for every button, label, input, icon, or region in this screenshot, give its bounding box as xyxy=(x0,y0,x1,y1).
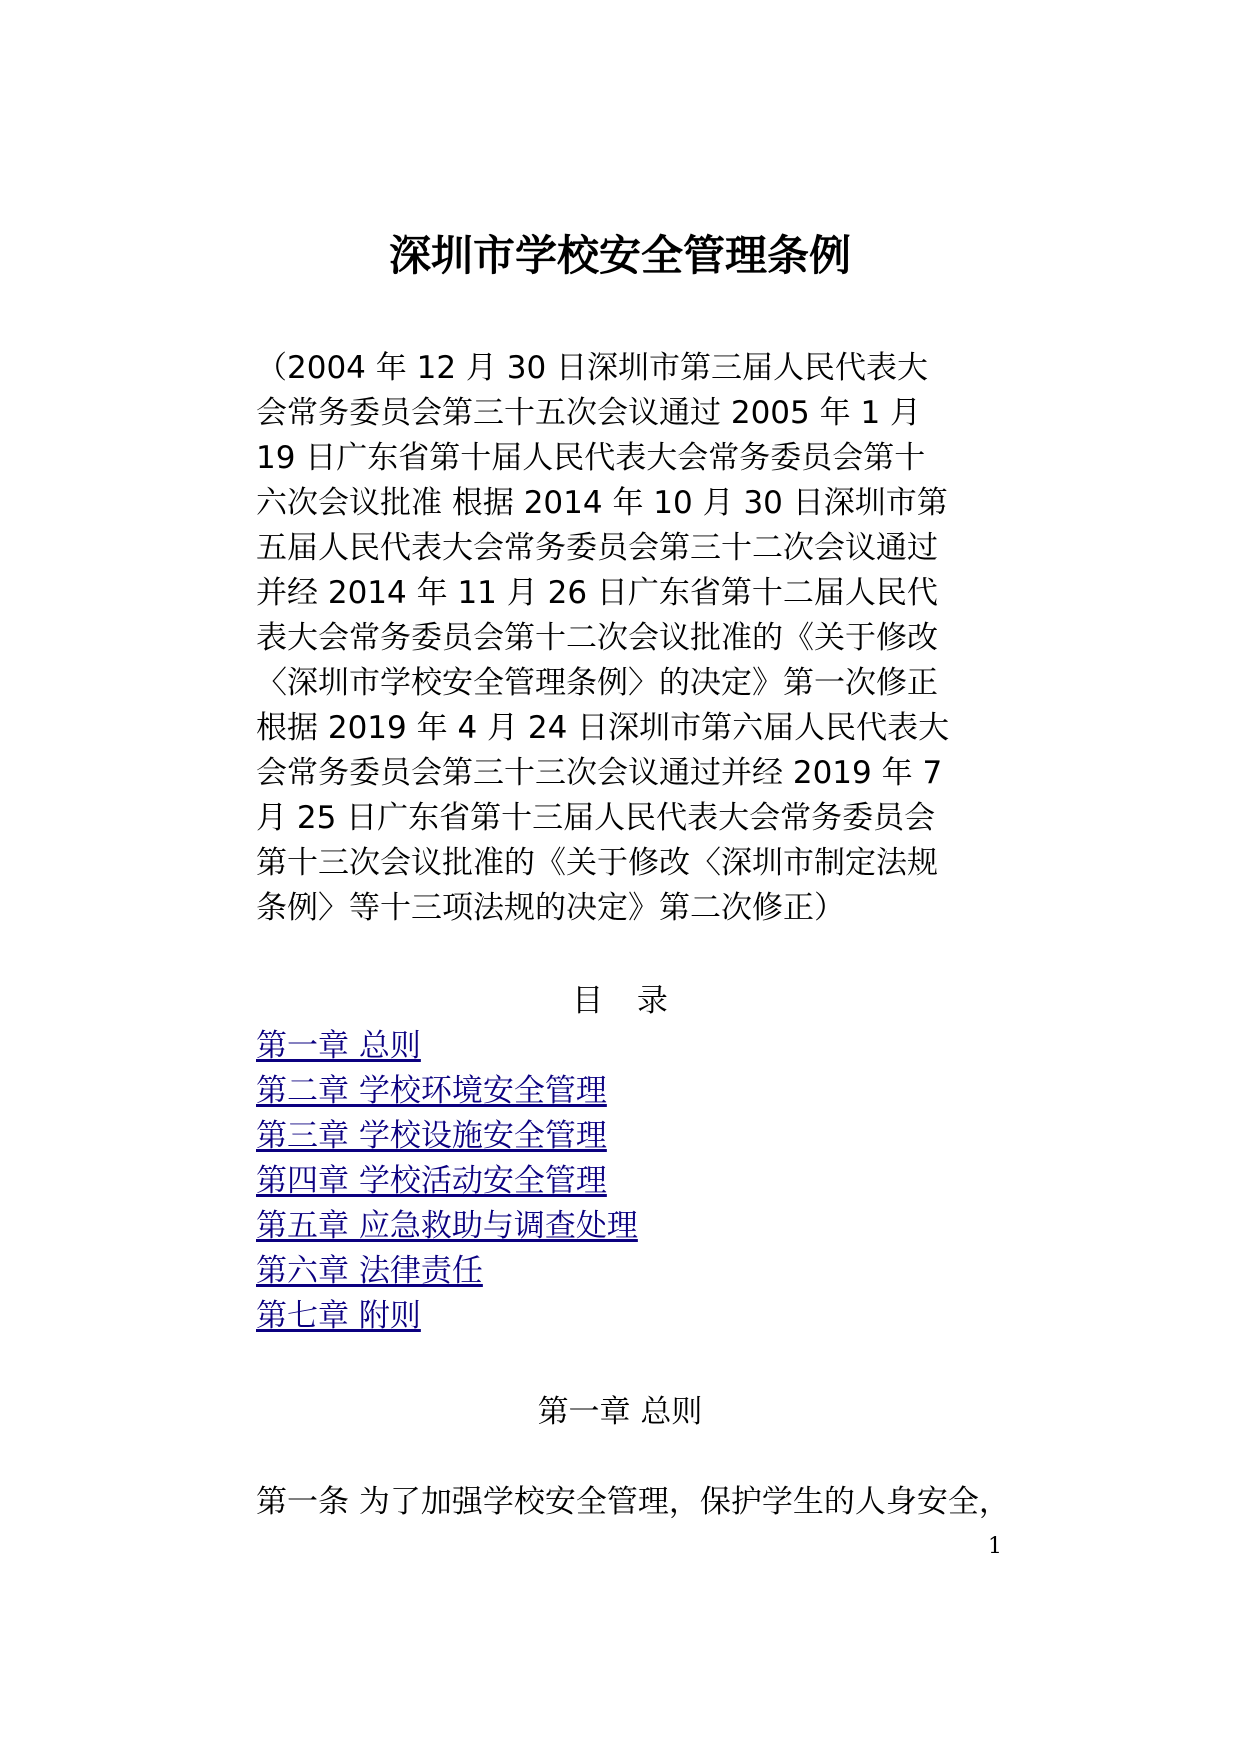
preamble-line: 第十三次会议批准的《关于修改〈深圳市制定法规 xyxy=(256,845,938,881)
preamble xyxy=(256,346,991,931)
toc-link-chapter-3[interactable]: 第三章 学校设施安全管理 xyxy=(256,1118,607,1154)
preamble-line: 条例〉等十三项法规的决定》第二次修正） xyxy=(256,890,845,926)
toc-item xyxy=(256,1069,991,1114)
table-of-contents xyxy=(256,1024,991,1339)
toc-heading: 目 录 xyxy=(572,983,680,1019)
toc-item xyxy=(256,1249,991,1294)
preamble-line: 根据 2019 年 4 月 24 日深圳市第六届人民代表大 xyxy=(256,710,950,746)
toc-item xyxy=(256,1294,991,1339)
chapter-heading: 第一章 总则 xyxy=(537,1394,703,1430)
preamble-line: 五届人民代表大会常务委员会第三十二次会议通过 xyxy=(256,530,938,566)
toc-link-chapter-7[interactable]: 第七章 附则 xyxy=(256,1298,421,1334)
preamble-line: 月 25 日广东省第十三届人民代表大会常务委员会 xyxy=(256,800,936,836)
document-title: 深圳市学校安全管理条例 xyxy=(388,231,851,280)
toc-link-chapter-6[interactable]: 第六章 法律责任 xyxy=(256,1253,483,1289)
preamble-line: 会常务委员会第三十五次会议通过 2005 年 1 月 xyxy=(256,395,922,431)
preamble-line: 六次会议批准 根据 2014 年 10 月 30 日深圳市第 xyxy=(256,485,948,521)
toc-item xyxy=(256,1159,991,1204)
toc-item xyxy=(256,1204,991,1249)
preamble-line: 会常务委员会第三十三次会议通过并经 2019 年 7 xyxy=(256,755,943,791)
page-number: 1 xyxy=(988,1534,1002,1559)
toc-link-chapter-2[interactable]: 第二章 学校环境安全管理 xyxy=(256,1073,607,1109)
preamble-line: 〈深圳市学校安全管理条例〉的决定》第一次修正 xyxy=(256,665,938,701)
preamble-line: 19 日广东省第十届人民代表大会常务委员会第十 xyxy=(256,440,926,476)
toc-link-chapter-5[interactable]: 第五章 应急救助与调查处理 xyxy=(256,1208,638,1244)
toc-link-chapter-4[interactable]: 第四章 学校活动安全管理 xyxy=(256,1163,607,1199)
toc-link-chapter-1[interactable]: 第一章 总则 xyxy=(256,1028,421,1064)
preamble-line: 表大会常务委员会第十二次会议批准的《关于修改 xyxy=(256,620,938,656)
toc-item xyxy=(256,1114,991,1159)
article-text: 第一条 为了加强学校安全管理，保护学生的人身安全， xyxy=(256,1484,1010,1520)
preamble-line: 并经 2014 年 11 月 26 日广东省第十二届人民代 xyxy=(256,575,938,611)
toc-item xyxy=(256,1024,991,1069)
preamble-line: （2004 年 12 月 30 日深圳市第三届人民代表大 xyxy=(256,350,929,386)
